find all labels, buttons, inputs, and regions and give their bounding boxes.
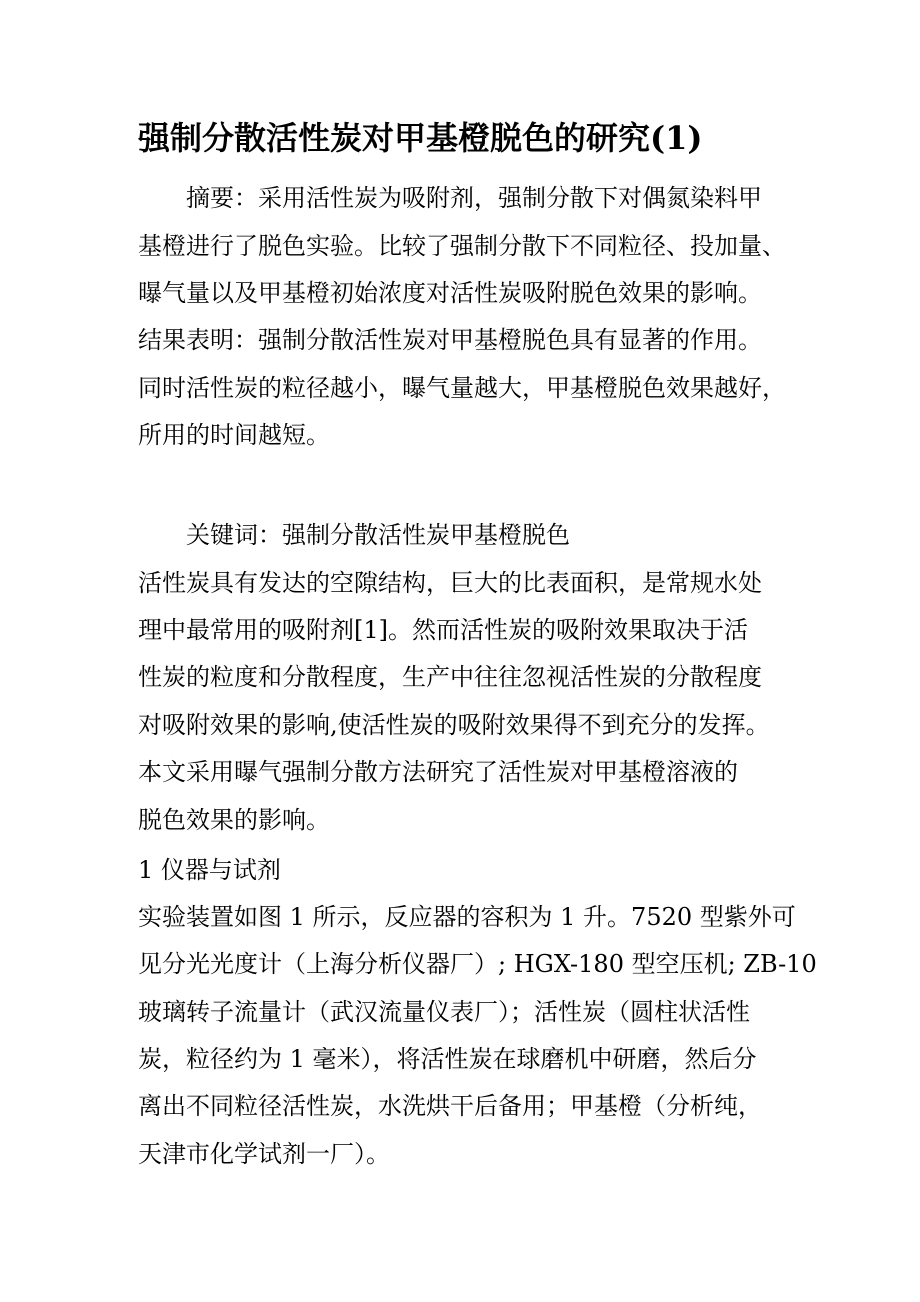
section-line: 炭，粒径约为 1 毫米），将活性炭在球磨机中研磨，然后分 (138, 1045, 757, 1073)
document-title: 强制分散活性炭对甲基橙脱色的研究(1) (138, 119, 703, 157)
abstract-line: 基橙进行了脱色实验。比较了强制分散下不同粒径、投加量、 (138, 232, 786, 260)
section-heading: 1 仪器与试剂 (138, 856, 281, 884)
intro-line: 活性炭具有发达的空隙结构，巨大的比表面积，是常规水处 (138, 569, 762, 597)
abstract-line: 摘要：采用活性炭为吸附剂，强制分散下对偶氮染料甲 (186, 184, 762, 212)
intro-line: 性炭的粒度和分散程度，生产中往往忽视活性炭的分散程度 (138, 663, 762, 691)
intro-line: 对吸附效果的影响,使活性炭的吸附效果得不到充分的发挥。 (138, 711, 770, 739)
intro-line: 脱色效果的影响。 (138, 806, 330, 834)
abstract-line: 结果表明：强制分散活性炭对甲基橙脱色具有显著的作用。 (138, 326, 762, 354)
abstract-line: 曝气量以及甲基橙初始浓度对活性炭吸附脱色效果的影响。 (138, 279, 762, 307)
keywords-line: 关键词：强制分散活性炭甲基橙脱色 (186, 521, 570, 549)
section-line: 实验装置如图 1 所示，反应器的容积为 1 升。7520 型紫外可 (138, 903, 796, 931)
section-line: 见分光光度计（上海分析仪器厂）; HGX-180 型空压机; ZB-10 (138, 950, 817, 978)
abstract-line: 所用的时间越短。 (138, 421, 330, 449)
abstract-line: 同时活性炭的粒径越小，曝气量越大，甲基橙脱色效果越好， (138, 374, 786, 402)
section-line: 离出不同粒径活性炭，水洗烘干后备用；甲基橙（分析纯， (138, 1092, 762, 1120)
section-line: 玻璃转子流量计（武汉流量仪表厂）；活性炭（圆柱状活性 (138, 998, 750, 1026)
section-line: 天津市化学试剂一厂）。 (138, 1140, 390, 1168)
intro-line: 本文采用曝气强制分散方法研究了活性炭对甲基橙溶液的 (138, 758, 738, 786)
intro-line: 理中最常用的吸附剂[1]。然而活性炭的吸附效果取决于活 (138, 616, 748, 644)
